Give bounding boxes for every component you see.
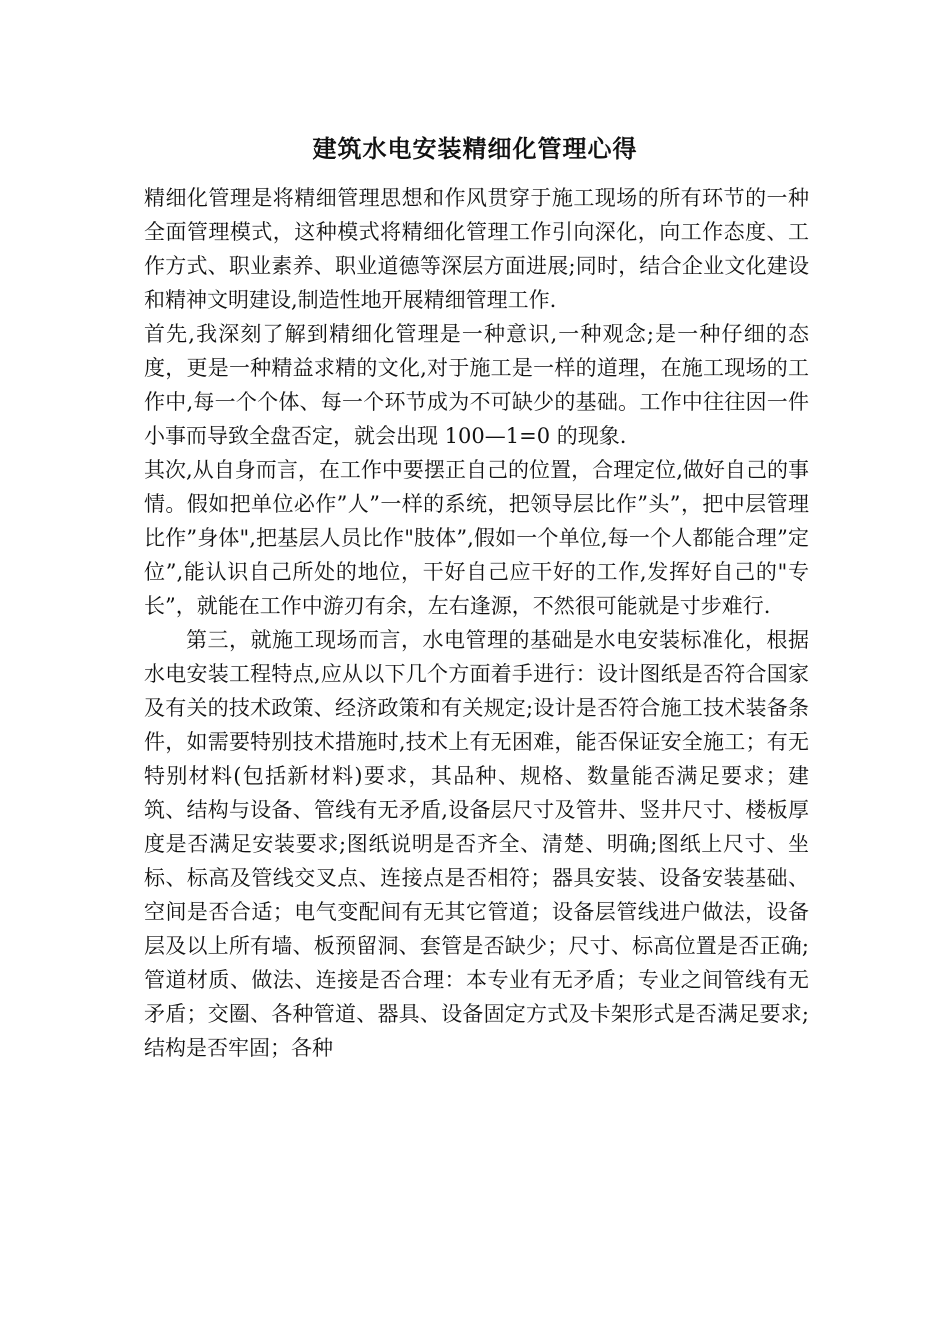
document-body xyxy=(144,181,809,1065)
paragraph-third-point: 第三，就施工现场而言，水电管理的基础是水电安装标准化，根据水电安装工程特点,应从以下几个方面着手进行：设计图纸是否符合国家及有关的技术政策、经济政策和有关规定;设计是否符合施工技术装备条件，如需要特别技术措施时,技术上有无困难，能否保证安全施工；有无特别材料(包括新材料)要求，其品种、规格、数量能否满足要求；建筑、结构与设备、管线有无矛盾,设备层尺寸及管井、竖井尺寸、楼板厚度是否满足安装要求;图纸说明是否齐全、清楚、明确;图纸上尺寸、坐标、标高及管线交叉点、连接点是否相符；器具安装、设备安装基础、空间是否合适；电气变配间有无其它管道；设备层管线进户做法，设备层及以上所有墙、板预留洞、套管是否缺少；尺寸、标高位置是否正确;管道材质、做法、连接是否合理：本专业有无矛盾；专业之间管线有无矛盾；交圈、各种管道、器具、设备固定方式及卡架形式是否满足要求;结构是否牢固；各种 xyxy=(144,628,809,1060)
document-title: 建筑水电安装精细化管理心得 xyxy=(312,135,638,163)
paragraph-first-point: 首先,我深刻了解到精细化管理是一种意识,一种观念;是一种仔细的态度，更是一种精益求精的文化,对于施工是一样的道理，在施工现场的工作中,每一个个体、每一个环节成为不可缺少的基础。工作中往往因一件小事而导致全盘否定，就会出现 100—1=0 的现象. xyxy=(144,322,809,448)
paragraph-intro: 精细化管理是将精细管理思想和作风贯穿于施工现场的所有环节的一种全面管理模式，这种模式将精细化管理工作引向深化，向工作态度、工作方式、职业素养、职业道德等深层方面进展;同时，结合企业文化建设和精神文明建设,制造性地开展精细管理工作. xyxy=(144,186,809,312)
paragraph-second-point: 其次,从自身而言，在工作中要摆正自己的位置，合理定位,做好自己的事情。假如把单位必作”人”一样的系统，把领导层比作”头”，把中层管理比作”身体",把基层人员比作"肢体”,假如一个单位,每一个人都能合理”定位”,能认识自己所处的地位，干好自己应干好的工作,发挥好自己的"专长”，就能在工作中游刃有余，左右逢源，不然很可能就是寸步难行. xyxy=(144,458,809,618)
